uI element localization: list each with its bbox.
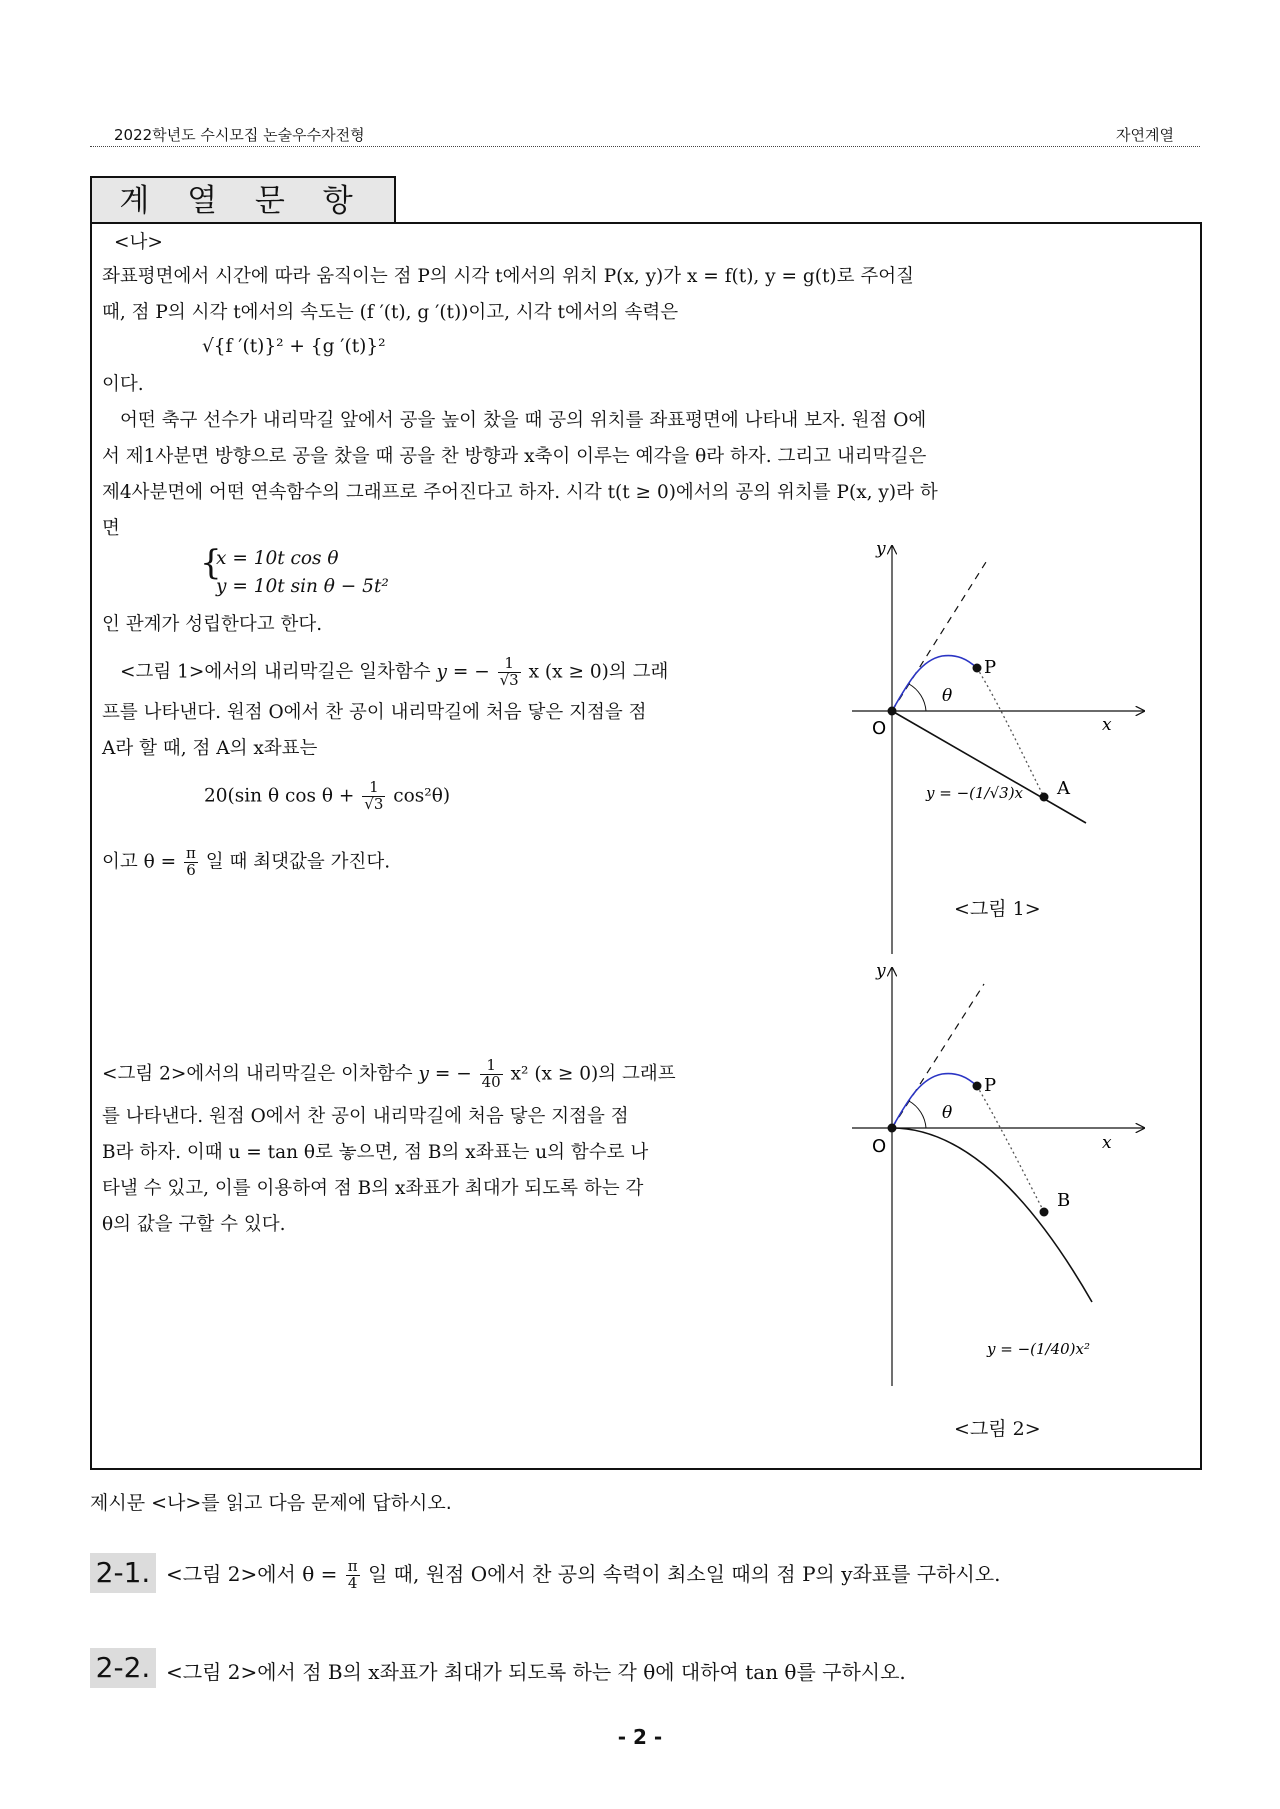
page-header <box>90 122 1200 147</box>
fig2-text-1 <box>102 1058 676 1091</box>
fig1-trajectory <box>892 656 977 711</box>
fig2-eq-fraction <box>480 1058 503 1091</box>
question-1-label: 2-1. <box>90 1553 156 1593</box>
fig1-text-4a: 이고 θ = <box>102 851 177 873</box>
fig2-y-label: y <box>876 961 886 981</box>
fig2-downhill-curve <box>892 1128 1092 1302</box>
passage-line-8: 인 관계가 성립한다고 한다. <box>102 614 323 635</box>
page-number: - 2 - <box>617 1725 663 1749</box>
passage-line-3: 이다. <box>102 374 144 395</box>
fig1-origin-label: O <box>872 718 887 739</box>
fig2-theta-label: θ <box>942 1103 953 1123</box>
fig1-y-label: y <box>876 539 886 559</box>
section-title: 계 열 문 항 <box>90 176 396 224</box>
passage-line-6: 제4사분면에 어떤 연속함수의 그래프로 주어진다고 하자. 시각 t(t ≥ 0)에서의 공의 위치를 P(x, y)라 하 <box>102 482 938 503</box>
fig1-formula-fraction <box>362 780 385 813</box>
fig1-p-label: P <box>984 657 997 678</box>
fig2-point-b <box>1040 1208 1049 1217</box>
fig2-text-5: θ의 값을 구할 수 있다. <box>102 1214 286 1235</box>
passage-line-5: 서 제1사분면 방향으로 공을 찼을 때 공을 찬 방향과 x축이 이루는 예각을 θ라 하자. 그리고 내리막길은 <box>102 446 927 467</box>
system-brace: { <box>200 543 222 583</box>
speed-formula: √{f ′(t)}² + {g ′(t)}² <box>202 336 386 357</box>
fig1-text-3: A라 할 때, 점 A의 x좌표는 <box>102 738 318 759</box>
fig2-trajectory <box>892 1074 977 1128</box>
fig1-line-label: y = −(1/√3)x <box>926 784 1024 802</box>
fig1-theta-fraction <box>184 846 198 879</box>
fig1-x-label: x <box>1102 715 1112 735</box>
fig2-curve-label: y = −(1/40)x² <box>987 1340 1091 1358</box>
fig2-origin-label: O <box>872 1136 887 1157</box>
passage-line-4: 어떤 축구 선수가 내리막길 앞에서 공을 높이 찼을 때 공의 위치를 좌표평면에 나타내 보자. 원점 O에 <box>120 410 927 431</box>
fig2-text-2: 를 나타낸다. 원점 O에서 찬 공이 내리막길에 처음 닿은 지점을 점 <box>102 1106 629 1127</box>
fig2-direction-line <box>892 984 984 1128</box>
fig1-eq-num: 1 <box>498 656 521 673</box>
fig2-eq-rhs: x² (x ≥ 0)의 그래프 <box>510 1063 676 1085</box>
fig1-point-p <box>973 664 982 673</box>
passage-line-7: 면 <box>102 518 120 539</box>
equation-y: y = 10t sin θ − 5t² <box>216 576 389 597</box>
fig2-text-4: 타낼 수 있고, 이를 이용하여 점 B의 x좌표가 최대가 되도록 하는 각 <box>102 1178 644 1199</box>
question-1-text-b: 일 때, 원점 O에서 찬 공의 속력이 최소일 때의 점 P의 y좌표를 구하시오. <box>367 1562 1001 1586</box>
fig1-text-1 <box>120 656 668 689</box>
header-left: 2022학년도 수시모집 논술우수자전형 <box>114 126 365 144</box>
fig1-dotted-path <box>977 668 1044 797</box>
fig2-dotted-path <box>977 1086 1044 1212</box>
fig2-eq-den: 40 <box>481 1072 501 1091</box>
fig1-angle-arc <box>909 684 926 711</box>
fig1-a-label: A <box>1057 778 1070 799</box>
question-1-den: 4 <box>347 1574 358 1592</box>
fig1-origin-dot <box>888 707 897 716</box>
fig1-text-4b: 일 때 최댓값을 가진다. <box>205 851 391 873</box>
passage-label: <나> <box>114 232 163 253</box>
fig2-eq-num: 1 <box>480 1058 503 1075</box>
question-1-fraction <box>346 1559 360 1592</box>
fig1-theta-den: 6 <box>186 860 196 879</box>
fig1-text-1a: <그림 1>에서의 내리막길은 일차함수 <box>120 661 431 683</box>
question-1-text-a: <그림 2>에서 θ = <box>166 1562 338 1586</box>
fig1-eq-rhs: x (x ≥ 0)의 그래 <box>528 661 669 683</box>
fig2-eq-lhs: y = − <box>418 1063 472 1085</box>
fig1-downhill-line <box>892 711 1086 823</box>
figure-1-caption: <그림 1> <box>954 898 1041 920</box>
question-1-text <box>166 1558 1000 1592</box>
fig1-text-4 <box>102 846 390 879</box>
fig2-origin-dot <box>888 1124 897 1133</box>
fig1-formula <box>204 780 450 813</box>
fig2-b-label: B <box>1057 1190 1071 1211</box>
fig1-formula-a: 20(sin θ cos θ + <box>204 785 355 807</box>
fig2-p-label: P <box>984 1075 997 1096</box>
fig2-x-label: x <box>1102 1133 1112 1153</box>
fig1-formula-b: cos²θ) <box>393 785 451 807</box>
fig1-eq-fraction <box>498 656 521 689</box>
figure-2 <box>852 954 1192 1394</box>
fig1-eq-den: √3 <box>499 670 519 689</box>
instruction: 제시문 <나>를 읽고 다음 문제에 답하시오. <box>90 1492 452 1514</box>
question-1-num: π <box>347 1557 358 1576</box>
fig1-text-2: 프를 나타낸다. 원점 O에서 찬 공이 내리막길에 처음 닿은 지점을 점 <box>102 702 647 723</box>
equation-x: x = 10t cos θ <box>216 548 339 569</box>
question-2-label: 2-2. <box>90 1648 156 1688</box>
fig2-text-1a: <그림 2>에서의 내리막길은 이차함수 <box>102 1063 413 1085</box>
passage-line-1: 좌표평면에서 시간에 따라 움직이는 점 P의 시각 t에서의 위치 P(x, y)가 x = f(t), y = g(t)로 주어질 <box>102 266 914 287</box>
fig1-formula-den: √3 <box>364 794 384 813</box>
fig1-theta-num: π <box>186 844 196 862</box>
fig2-angle-arc <box>909 1101 926 1128</box>
passage-box <box>90 222 1202 1470</box>
fig1-point-a <box>1040 793 1049 802</box>
passage-line-2: 때, 점 P의 시각 t에서의 속도는 (f ′(t), g ′(t))이고, 시각 t에서의 속력은 <box>102 302 679 323</box>
fig2-text-3: B라 하자. 이때 u = tan θ로 놓으면, 점 B의 x좌표는 u의 함수로 나 <box>102 1142 649 1163</box>
fig2-point-p <box>973 1082 982 1091</box>
fig1-formula-num: 1 <box>362 780 385 797</box>
header-right: 자연계열 <box>1116 126 1174 144</box>
fig1-eq-lhs: y = − <box>436 661 490 683</box>
figure-2-caption: <그림 2> <box>954 1418 1041 1440</box>
question-2-text: <그림 2>에서 점 B의 x좌표가 최대가 되도록 하는 각 θ에 대하여 tan θ를 구하시오. <box>166 1660 906 1684</box>
fig1-theta-label: θ <box>942 686 953 706</box>
